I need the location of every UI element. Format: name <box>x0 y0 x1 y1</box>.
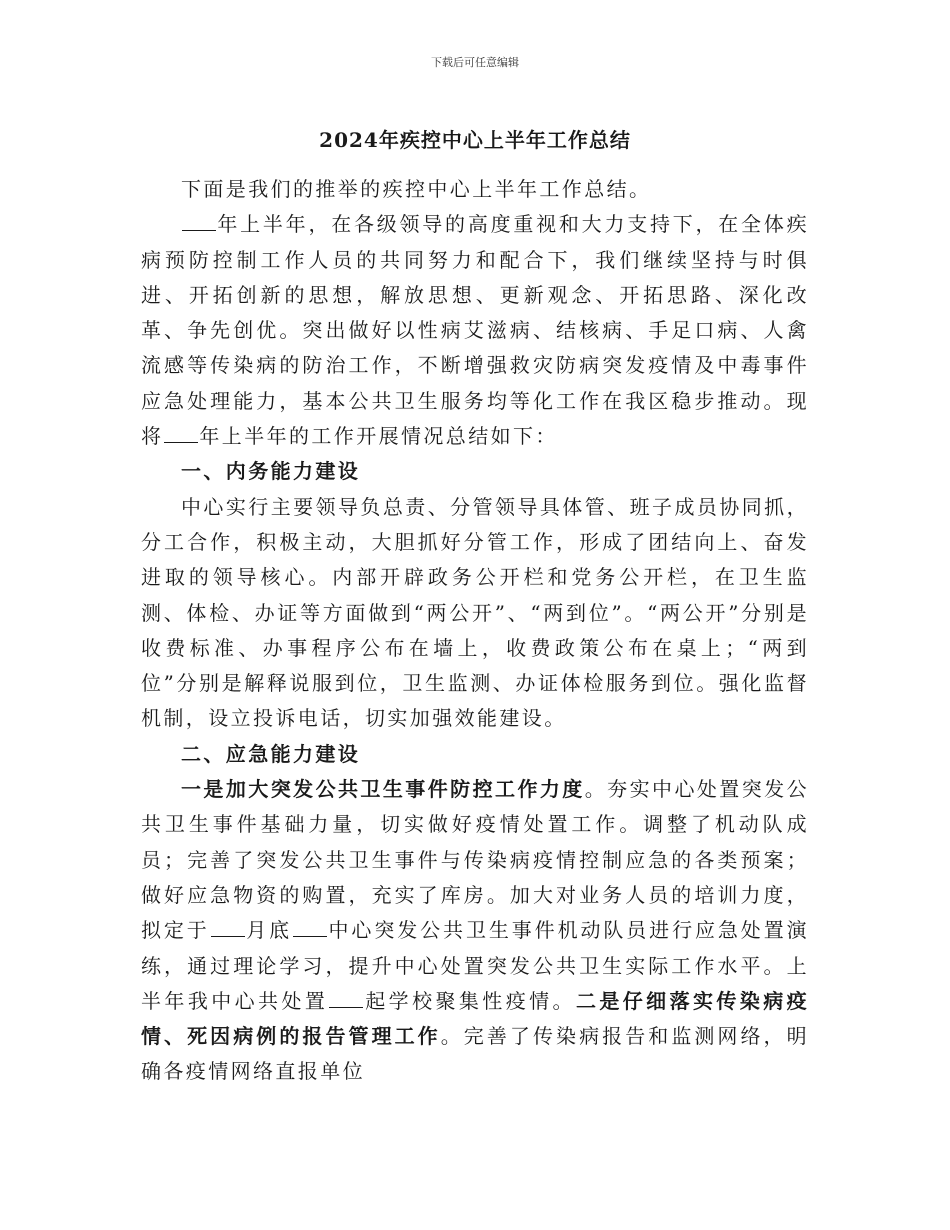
paragraph-overview <box>141 207 809 454</box>
document-title: 2024年疾控中心上半年工作总结 <box>319 128 631 152</box>
paragraph-emergency-text-a: 。夯实中心处置突发公共卫生事件基础力量，切实做好疫情处置工作。调整了机动队成员；完善了突发公共卫生事件与传染病疫情控制应急的各类预案；做好应急物资的购置，充实了库房。加大对业务人员的培训力度，拟定于 <box>141 777 809 943</box>
blank-line <box>164 441 198 443</box>
paragraph-emergency-text-b: 月底 <box>245 918 293 943</box>
blank-line <box>182 229 216 231</box>
blank-line <box>211 935 245 937</box>
paragraph-overview-text-b: 年上半年的工作开展情况总结如下： <box>199 424 558 449</box>
intro-paragraph: 下面是我们的推举的疾控中心上半年工作总结。 <box>181 177 652 201</box>
paragraph-emergency <box>141 772 809 1090</box>
paragraph-internal-affairs: 中心实行主要领导负总责、分管领导具体管、班子成员协同抓，分工合作，积极主动，大胆抓好分管工作，形成了团结向上、奋发进取的领导核心。内部开辟政务公开栏和党务公开栏，在卫生监测、体检、办证等方面做到“两公开”、“两到位”。“两公开”分别是收费标准、办事程序公布在墙上，收费政策公布在桌上；“两到位”分别是解释说服到位，卫生监测、办证体检服务到位。强化监督机制，设立投诉电话，切实加强效能建设。 <box>141 494 809 731</box>
paragraph-emergency-text-d: 起学校聚集性疫情。 <box>364 988 576 1013</box>
document-body <box>141 172 809 1090</box>
emphasis-point-1: 一是加大突发公共卫生事件防控工作力度 <box>181 777 585 802</box>
section-heading-2: 二、应急能力建设 <box>181 741 361 766</box>
section-heading-1: 一、内务能力建设 <box>181 459 361 484</box>
paragraph-emergency-text-c: 中心突发公共卫生事件机动队员进行应急处置演练，通过理论学习，提升中心处置突发公共卫生实际工作水平。上半年我中心共处置 <box>141 918 809 1013</box>
emphasis-point-2: 二是仔细落实传染病疫情、死因病例的报告管理工作 <box>141 988 809 1049</box>
blank-line <box>329 1006 363 1008</box>
blank-line <box>293 935 327 937</box>
header-note: 下载后可任意编辑 <box>431 56 519 69</box>
paragraph-overview-text-a: 年上半年，在各级领导的高度重视和大力支持下，在全体疾病预防控制工作人员的共同努力和配合下，我们继续坚持与时俱进、开拓创新的思想，解放思想、更新观念、开拓思路、深化改革、争先创优。突出做好以性病艾滋病、结核病、手足口病、人禽流感等传染病的防治工作，不断增强救灾防病突发疫情及中毒事件应急处理能力，基本公共卫生服务均等化工作在我区稳步推动。现将 <box>141 212 809 449</box>
paragraph-emergency-text-e: 。完善了传染病报告和监测网络，明确各疫情网络直报单位 <box>141 1024 810 1084</box>
